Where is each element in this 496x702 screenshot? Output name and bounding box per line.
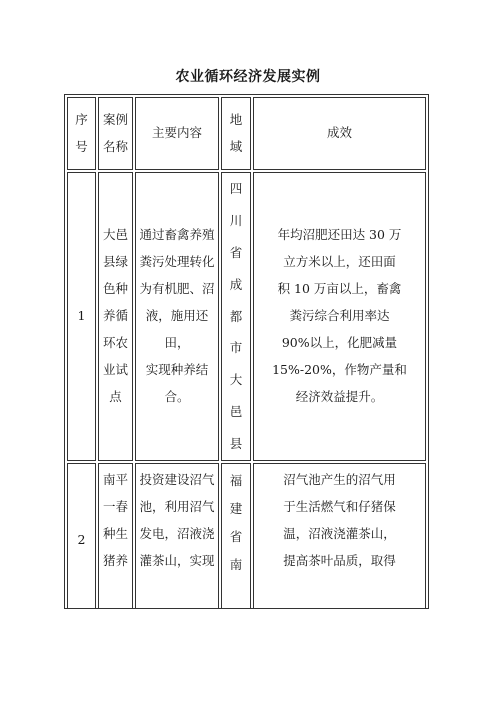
case-table <box>65 95 428 609</box>
header-result: 成效 <box>253 97 426 170</box>
header-no: 序 号 <box>67 97 96 170</box>
header-name: 案例 名称 <box>98 97 133 170</box>
row-main-content: 投资建设沼气 池，利用沼气 发电，沼液浇 灌茶山，实现 <box>135 463 219 609</box>
table-header-row <box>67 97 426 170</box>
document-title: 农业循环经济发展实例 <box>175 69 321 85</box>
row-region: 福 建 省 南 <box>221 463 251 609</box>
row-case-name: 南平 一春 种生 猪养 <box>98 463 133 609</box>
row-main-content: 通过畜禽养殖 粪污处理转化 为有机肥、沼 液，施用还田， 实现种养结 合。 <box>135 172 219 461</box>
case-table-frame <box>64 94 429 609</box>
row-result: 年均沼肥还田达 30 万 立方米以上，还田面 积 10 万亩以上，畜禽 粪污综合利用率达 90%以上，化肥减量 15%-20%，作物产量和 经济效益提升。 <box>253 172 426 461</box>
row-result: 沼气池产生的沼气用 于生活燃气和仔猪保 温，沼液浇灌茶山， 提高茶叶品质，取得 <box>253 463 426 609</box>
header-region: 地 域 <box>221 97 251 170</box>
header-content: 主要内容 <box>135 97 219 170</box>
row-region: 四 川 省 成 都 市 大 邑 县 <box>221 172 251 461</box>
row-case-name: 大邑 县绿 色种 养循 环农 业试 点 <box>98 172 133 461</box>
row-no: 2 <box>67 463 96 609</box>
table-row <box>67 172 426 461</box>
table-row <box>67 463 426 609</box>
row-no: 1 <box>67 172 96 461</box>
